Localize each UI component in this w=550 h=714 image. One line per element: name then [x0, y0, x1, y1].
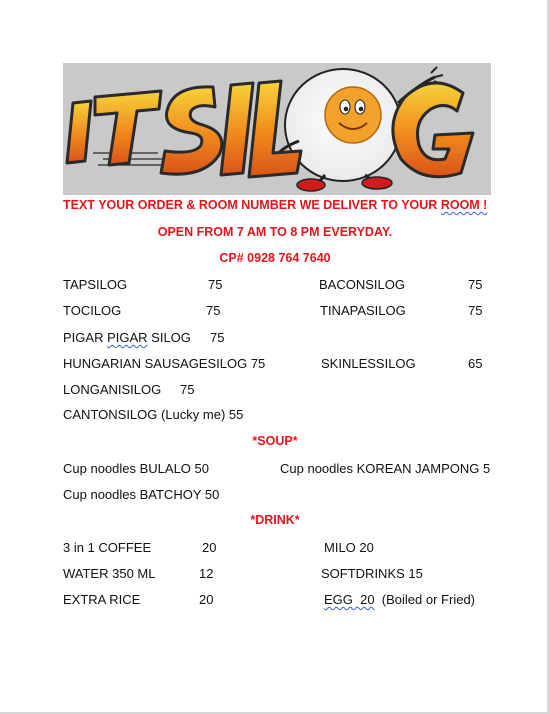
menu-item-coffee: 3 in 1 COFFEE [63, 540, 152, 555]
menu-item-pigar-pigar [63, 330, 191, 345]
menu-item-water: WATER 350 ML [63, 566, 156, 581]
price-coffee: 20 [202, 540, 217, 555]
pigar-word-2: PIGAR [107, 330, 148, 345]
menu-item-skinlessilog: SKINLESSILOG [321, 356, 416, 371]
menu-item-longanisilog: LONGANISILOG [63, 382, 162, 397]
pigar-word-1: PIGAR [63, 330, 108, 345]
contact-number: CP# 0928 764 7640 [219, 251, 331, 265]
price-pigar-pigar: 75 [210, 330, 225, 345]
order-instructions [63, 198, 487, 212]
price-baconsilog: 75 [468, 277, 483, 292]
price-longanisilog: 75 [180, 382, 195, 397]
order-instructions-text: TEXT YOUR ORDER & ROOM NUMBER WE DELIVER TO YOUR [63, 198, 441, 212]
menu-item-tapsilog: TAPSILOG [63, 277, 128, 292]
egg-price: EGG 20 [324, 592, 375, 607]
drink-heading: *DRINK* [250, 513, 300, 527]
menu-item-batchoy: Cup noodles BATCHOY 50 [63, 487, 220, 502]
menu-item-korean-jampong: Cup noodles KOREAN JAMPONG 5 [280, 461, 491, 476]
menu-item-tocilog: TOCILOG [63, 303, 122, 318]
menu-item-baconsilog: BACONSILOG [319, 277, 405, 292]
menu-item-extra-rice: EXTRA RICE [63, 592, 141, 607]
price-water: 12 [199, 566, 214, 581]
price-tapsilog: 75 [208, 277, 223, 292]
menu-item-cantonsilog: CANTONSILOG (Lucky me) 55 [63, 407, 244, 422]
menu-item-softdrinks: SOFTDRINKS 15 [321, 566, 423, 581]
price-tinapasilog: 75 [468, 303, 483, 318]
price-tocilog: 75 [206, 303, 221, 318]
menu-item-bulalo: Cup noodles BULALO 50 [63, 461, 209, 476]
price-skinlessilog: 65 [468, 356, 483, 371]
logo-banner [63, 63, 491, 195]
egg-style: (Boiled or Fried) [374, 592, 475, 607]
soup-heading: *SOUP* [252, 434, 298, 448]
opening-hours: OPEN FROM 7 AM TO 8 PM EVERYDAY. [157, 225, 393, 239]
logo-image [63, 63, 491, 195]
menu-item-egg [324, 592, 475, 607]
price-extra-rice: 20 [199, 592, 214, 607]
menu-item-milo: MILO 20 [324, 540, 374, 555]
order-instructions-room: ROOM ! [440, 198, 488, 212]
pigar-word-3: SILOG [147, 330, 191, 345]
egg-yolk-face [325, 87, 381, 143]
menu-item-hungarian: HUNGARIAN SAUSAGESILOG 75 [63, 356, 266, 371]
menu-item-tinapasilog: TINAPASILOG [320, 303, 406, 318]
